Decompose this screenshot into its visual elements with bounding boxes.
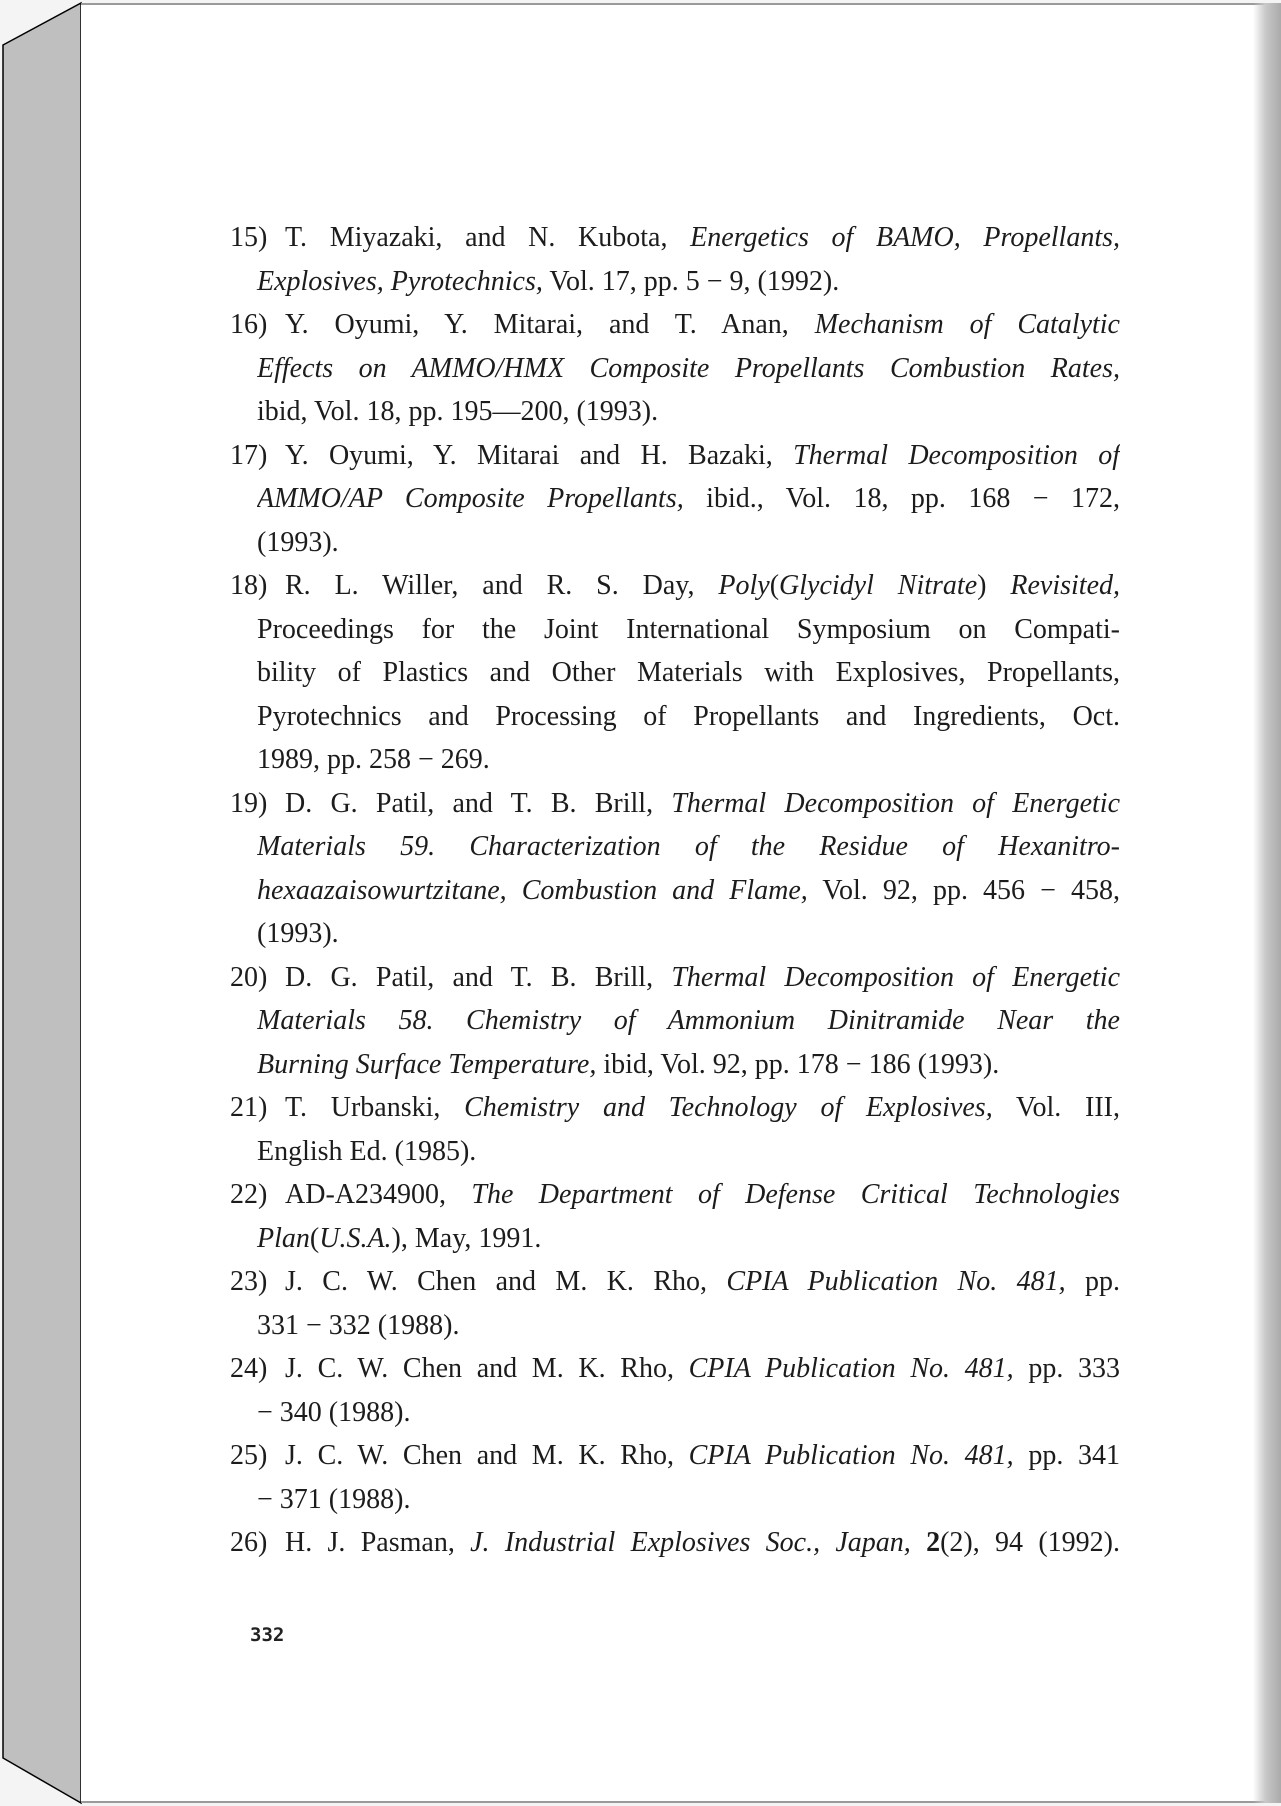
reference-number: 16) — [230, 309, 268, 340]
reference-line — [0, 912, 1281, 956]
citation-text: pp. 333 — [1013, 1353, 1120, 1384]
reference-text — [257, 869, 1120, 913]
italic-title-text: Burning Surface Temperature, — [257, 1048, 597, 1080]
reference-text — [285, 303, 1120, 347]
italic-title-text: Energetics of BAMO, Propellants, — [690, 222, 1120, 253]
reference-number: 22) — [230, 1179, 268, 1210]
reference-text — [285, 1260, 1120, 1304]
citation-text: Vol. 17, pp. 5 − 9, (1992). — [542, 265, 840, 297]
reference-line — [0, 434, 1281, 478]
page-number: 332 — [250, 1624, 285, 1646]
citation-text — [911, 1527, 926, 1558]
reference-text — [257, 1304, 1120, 1348]
citation-text: − 340 (1988). — [257, 1396, 411, 1428]
reference-text — [285, 1347, 1120, 1391]
citation-text: ( — [769, 570, 780, 601]
citation-text: (1993). — [257, 526, 339, 558]
reference-text — [257, 608, 1120, 652]
citation-text: Vol. 92, pp. 456 − 458, — [807, 874, 1120, 906]
italic-title-text: Chemistry and Technology of Explosives, — [464, 1092, 993, 1123]
reference-line — [0, 521, 1281, 565]
citation-text: Pyrotechnics and Processing of Propellants and Ingredients, Oct. — [257, 700, 1120, 732]
reference-text — [285, 434, 1120, 478]
italic-title-text: Materials 59. Characterization of the Residue of Hexanitro- — [257, 831, 1120, 862]
citation-text: 1989, pp. 258 − 269. — [257, 744, 490, 775]
reference-line — [0, 1347, 1281, 1391]
reference-line — [0, 869, 1281, 913]
reference-text — [257, 347, 1120, 391]
italic-title-text: AMMO/AP Composite Propellants, — [257, 483, 684, 514]
italic-title-text: Mechanism of Catalytic — [814, 309, 1120, 340]
reference-number: 24) — [230, 1353, 268, 1384]
citation-text: English Ed. (1985). — [257, 1135, 477, 1167]
citation-text: ibid, Vol. 92, pp. 178 − 186 (1993). — [596, 1048, 1000, 1080]
citation-text: pp. — [1065, 1266, 1120, 1297]
citation-text: R. L. Willer, and R. S. Day, — [285, 570, 719, 601]
reference-text — [285, 1434, 1120, 1478]
reference-line — [0, 1478, 1281, 1522]
italic-title-text: Materials 58. Chemistry of Ammonium Dinitramide Near the — [257, 1005, 1120, 1036]
italic-title-text: CPIA Publication No. 481, — [688, 1440, 1014, 1471]
italic-title-text: Effects on AMMO/HMX Composite Propellants Combustion Rates, — [257, 352, 1120, 384]
citation-text: ), May, 1991. — [391, 1222, 542, 1254]
reference-line — [0, 260, 1281, 304]
reference-line — [0, 695, 1281, 739]
reference-text — [257, 738, 1120, 782]
reference-text — [257, 390, 1120, 434]
reference-text — [257, 1217, 1120, 1261]
reference-text — [257, 1043, 1120, 1087]
reference-line — [0, 782, 1281, 826]
reference-line — [0, 1130, 1281, 1174]
italic-title-text: hexaazaisowurtzitane, Combustion and Flame, — [257, 874, 808, 906]
citation-text: − 371 (1988). — [257, 1483, 411, 1515]
reference-line — [0, 1260, 1281, 1304]
reference-text — [257, 477, 1120, 521]
citation-text: ) — [977, 570, 1011, 601]
italic-title-text: CPIA Publication No. 481, — [726, 1266, 1066, 1297]
citation-text: H. J. Pasman, — [285, 1527, 471, 1558]
reference-text — [257, 1478, 1120, 1522]
reference-text — [257, 1130, 1120, 1174]
citation-text: T. Miyazaki, and N. Kubota, — [285, 222, 691, 253]
italic-title-text: Revisited, — [1010, 570, 1120, 601]
reference-text — [257, 521, 1120, 565]
italic-title-text: The Department of Defense Critical Technologies — [471, 1179, 1120, 1210]
citation-text: 331 − 332 (1988). — [257, 1309, 460, 1341]
citation-text: J. C. W. Chen and M. K. Rho, — [285, 1266, 727, 1297]
bold-volume-text: 2 — [926, 1527, 941, 1558]
reference-line — [0, 1521, 1281, 1565]
reference-text — [285, 1086, 1120, 1130]
citation-text: ( — [309, 1222, 320, 1254]
reference-line — [0, 1434, 1281, 1478]
citation-text: Y. Oyumi, Y. Mitarai and H. Bazaki, — [285, 439, 794, 471]
reference-line — [0, 956, 1281, 1000]
italic-title-text: Thermal Decomposition of Energetic — [671, 961, 1120, 993]
reference-text — [285, 564, 1120, 608]
citation-text: J. C. W. Chen and M. K. Rho, — [285, 1440, 689, 1471]
reference-line — [0, 608, 1281, 652]
citation-text: J. C. W. Chen and M. K. Rho, — [285, 1353, 689, 1384]
reference-text — [257, 695, 1120, 739]
reference-line — [0, 1086, 1281, 1130]
reference-number: 15) — [230, 222, 268, 253]
italic-title-text: Thermal Decomposition of — [793, 439, 1120, 471]
citation-text: (2), 94 (1992). — [940, 1527, 1120, 1558]
citation-text: D. G. Patil, and T. B. Brill, — [285, 961, 672, 993]
reference-line — [0, 477, 1281, 521]
reference-number: 19) — [230, 787, 268, 819]
reference-text — [285, 782, 1120, 826]
citation-text: ibid, Vol. 18, pp. 195—200, (1993). — [257, 396, 659, 427]
reference-line — [0, 390, 1281, 434]
reference-line — [0, 1173, 1281, 1217]
reference-line — [0, 651, 1281, 695]
italic-title-text: Poly — [718, 570, 770, 601]
reference-text — [257, 260, 1120, 304]
reference-number: 26) — [230, 1527, 268, 1558]
reference-list — [0, 216, 1281, 1565]
citation-text: Vol. III, — [992, 1092, 1120, 1123]
citation-text: AD-A234900, — [285, 1179, 472, 1210]
citation-text: pp. 341 — [1013, 1440, 1120, 1471]
reference-line — [0, 738, 1281, 782]
reference-text — [285, 956, 1120, 1000]
reference-text — [285, 216, 1120, 260]
reference-line — [0, 1217, 1281, 1261]
citation-text: ibid., Vol. 18, pp. 168 − 172, — [683, 483, 1120, 514]
reference-line — [0, 825, 1281, 869]
reference-line — [0, 999, 1281, 1043]
reference-number: 25) — [230, 1440, 268, 1471]
citation-text: Proceedings for the Joint International Symposium on Compati- — [257, 613, 1120, 645]
italic-title-text: Explosives, Pyrotechnics, — [257, 265, 543, 297]
reference-line — [0, 1304, 1281, 1348]
reference-line — [0, 1043, 1281, 1087]
citation-text: bility of Plastics and Other Materials with Explosives, Propellants, — [257, 657, 1120, 688]
reference-line — [0, 564, 1281, 608]
reference-text — [285, 1521, 1120, 1565]
italic-title-text: Plan — [257, 1222, 310, 1254]
reference-number: 18) — [230, 570, 268, 601]
reference-number: 20) — [230, 961, 268, 993]
citation-text: (1993). — [257, 918, 339, 949]
italic-title-text: U.S.A. — [319, 1222, 392, 1254]
reference-line — [0, 347, 1281, 391]
reference-line — [0, 216, 1281, 260]
reference-line — [0, 1391, 1281, 1435]
reference-number: 17) — [230, 439, 268, 471]
italic-title-text: Glycidyl Nitrate — [779, 570, 978, 601]
italic-title-text: J. Industrial Explosives Soc., Japan, — [470, 1527, 911, 1558]
citation-text: D. G. Patil, and T. B. Brill, — [285, 787, 672, 819]
reference-number: 21) — [230, 1092, 268, 1123]
reference-line — [0, 303, 1281, 347]
reference-text — [257, 912, 1120, 956]
italic-title-text: CPIA Publication No. 481, — [688, 1353, 1014, 1384]
reference-text — [285, 1173, 1120, 1217]
italic-title-text: Thermal Decomposition of Energetic — [671, 787, 1120, 819]
reference-text — [257, 1391, 1120, 1435]
citation-text: T. Urbanski, — [285, 1092, 465, 1123]
reference-number: 23) — [230, 1266, 268, 1297]
reference-text — [257, 825, 1120, 869]
reference-text — [257, 651, 1120, 695]
reference-text — [257, 999, 1120, 1043]
citation-text: Y. Oyumi, Y. Mitarai, and T. Anan, — [285, 309, 815, 340]
